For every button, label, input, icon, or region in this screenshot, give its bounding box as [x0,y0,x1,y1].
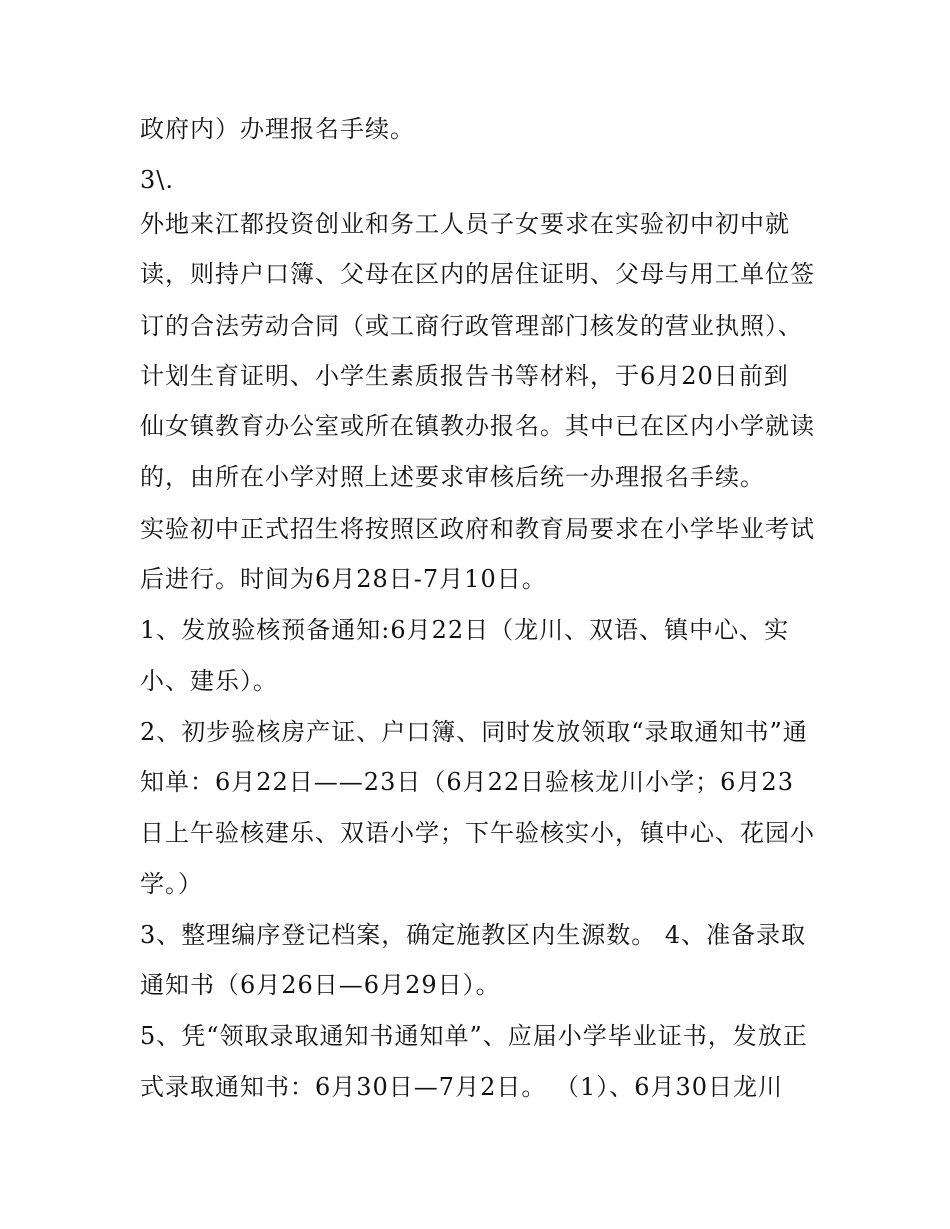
text-line: 5、凭“领取录取通知书通知单”、应届小学毕业证书，发放正 [140,1022,808,1050]
text-line: 小、建乐）。 [140,667,278,695]
text-line: 的，由所在小学对照上述要求审核后统一办理报名手续。 [140,463,765,491]
text-line: 订的合法劳动合同（或工商行政管理部门核发的营业执照）、 [140,312,803,340]
text-line: 3\. [140,166,174,194]
text-line: 3、整理编序登记档案，确定施教区内生源数。 4、准备录取 [140,921,807,949]
text-line: 2、初步验核房产证、户口簿、同时发放领取“录取通知书”通 [140,718,808,746]
text-line: 1、发放验核预备通知:6月22日（龙川、双语、镇中心、实 [140,616,790,644]
text-line: 仙女镇教育办公室或所在镇教办报名。其中已在区内小学就读 [140,412,815,440]
text-line: 计划生育证明、小学生素质报告书等材料，于6月20日前到 [140,362,789,390]
text-line: 日上午验核建乐、双语小学；下午验核实小，镇中心、花园小 [140,819,815,847]
text-line: 知单：6月22日——23日（6月22日验核龙川小学；6月23 [140,768,794,796]
text-line: 式录取通知书：6月30日—7月2日。 （1）、6月30日龙川 [140,1073,784,1101]
text-line: 政府内）办理报名手续。 [140,115,415,143]
text-line: 学。） [140,870,203,898]
text-line: 外地来江都投资创业和务工人员子女要求在实验初中初中就 [140,210,790,238]
text-line: 后进行。时间为6月28日-7月10日。 [140,565,547,593]
text-line: 通知书（6月26日—6月29日）。 [140,971,501,999]
text-line: 实验初中正式招生将按照区政府和教育局要求在小学毕业考试 [140,515,815,543]
text-line: 读，则持户口簿、父母在区内的居住证明、父母与用工单位签 [140,260,815,288]
